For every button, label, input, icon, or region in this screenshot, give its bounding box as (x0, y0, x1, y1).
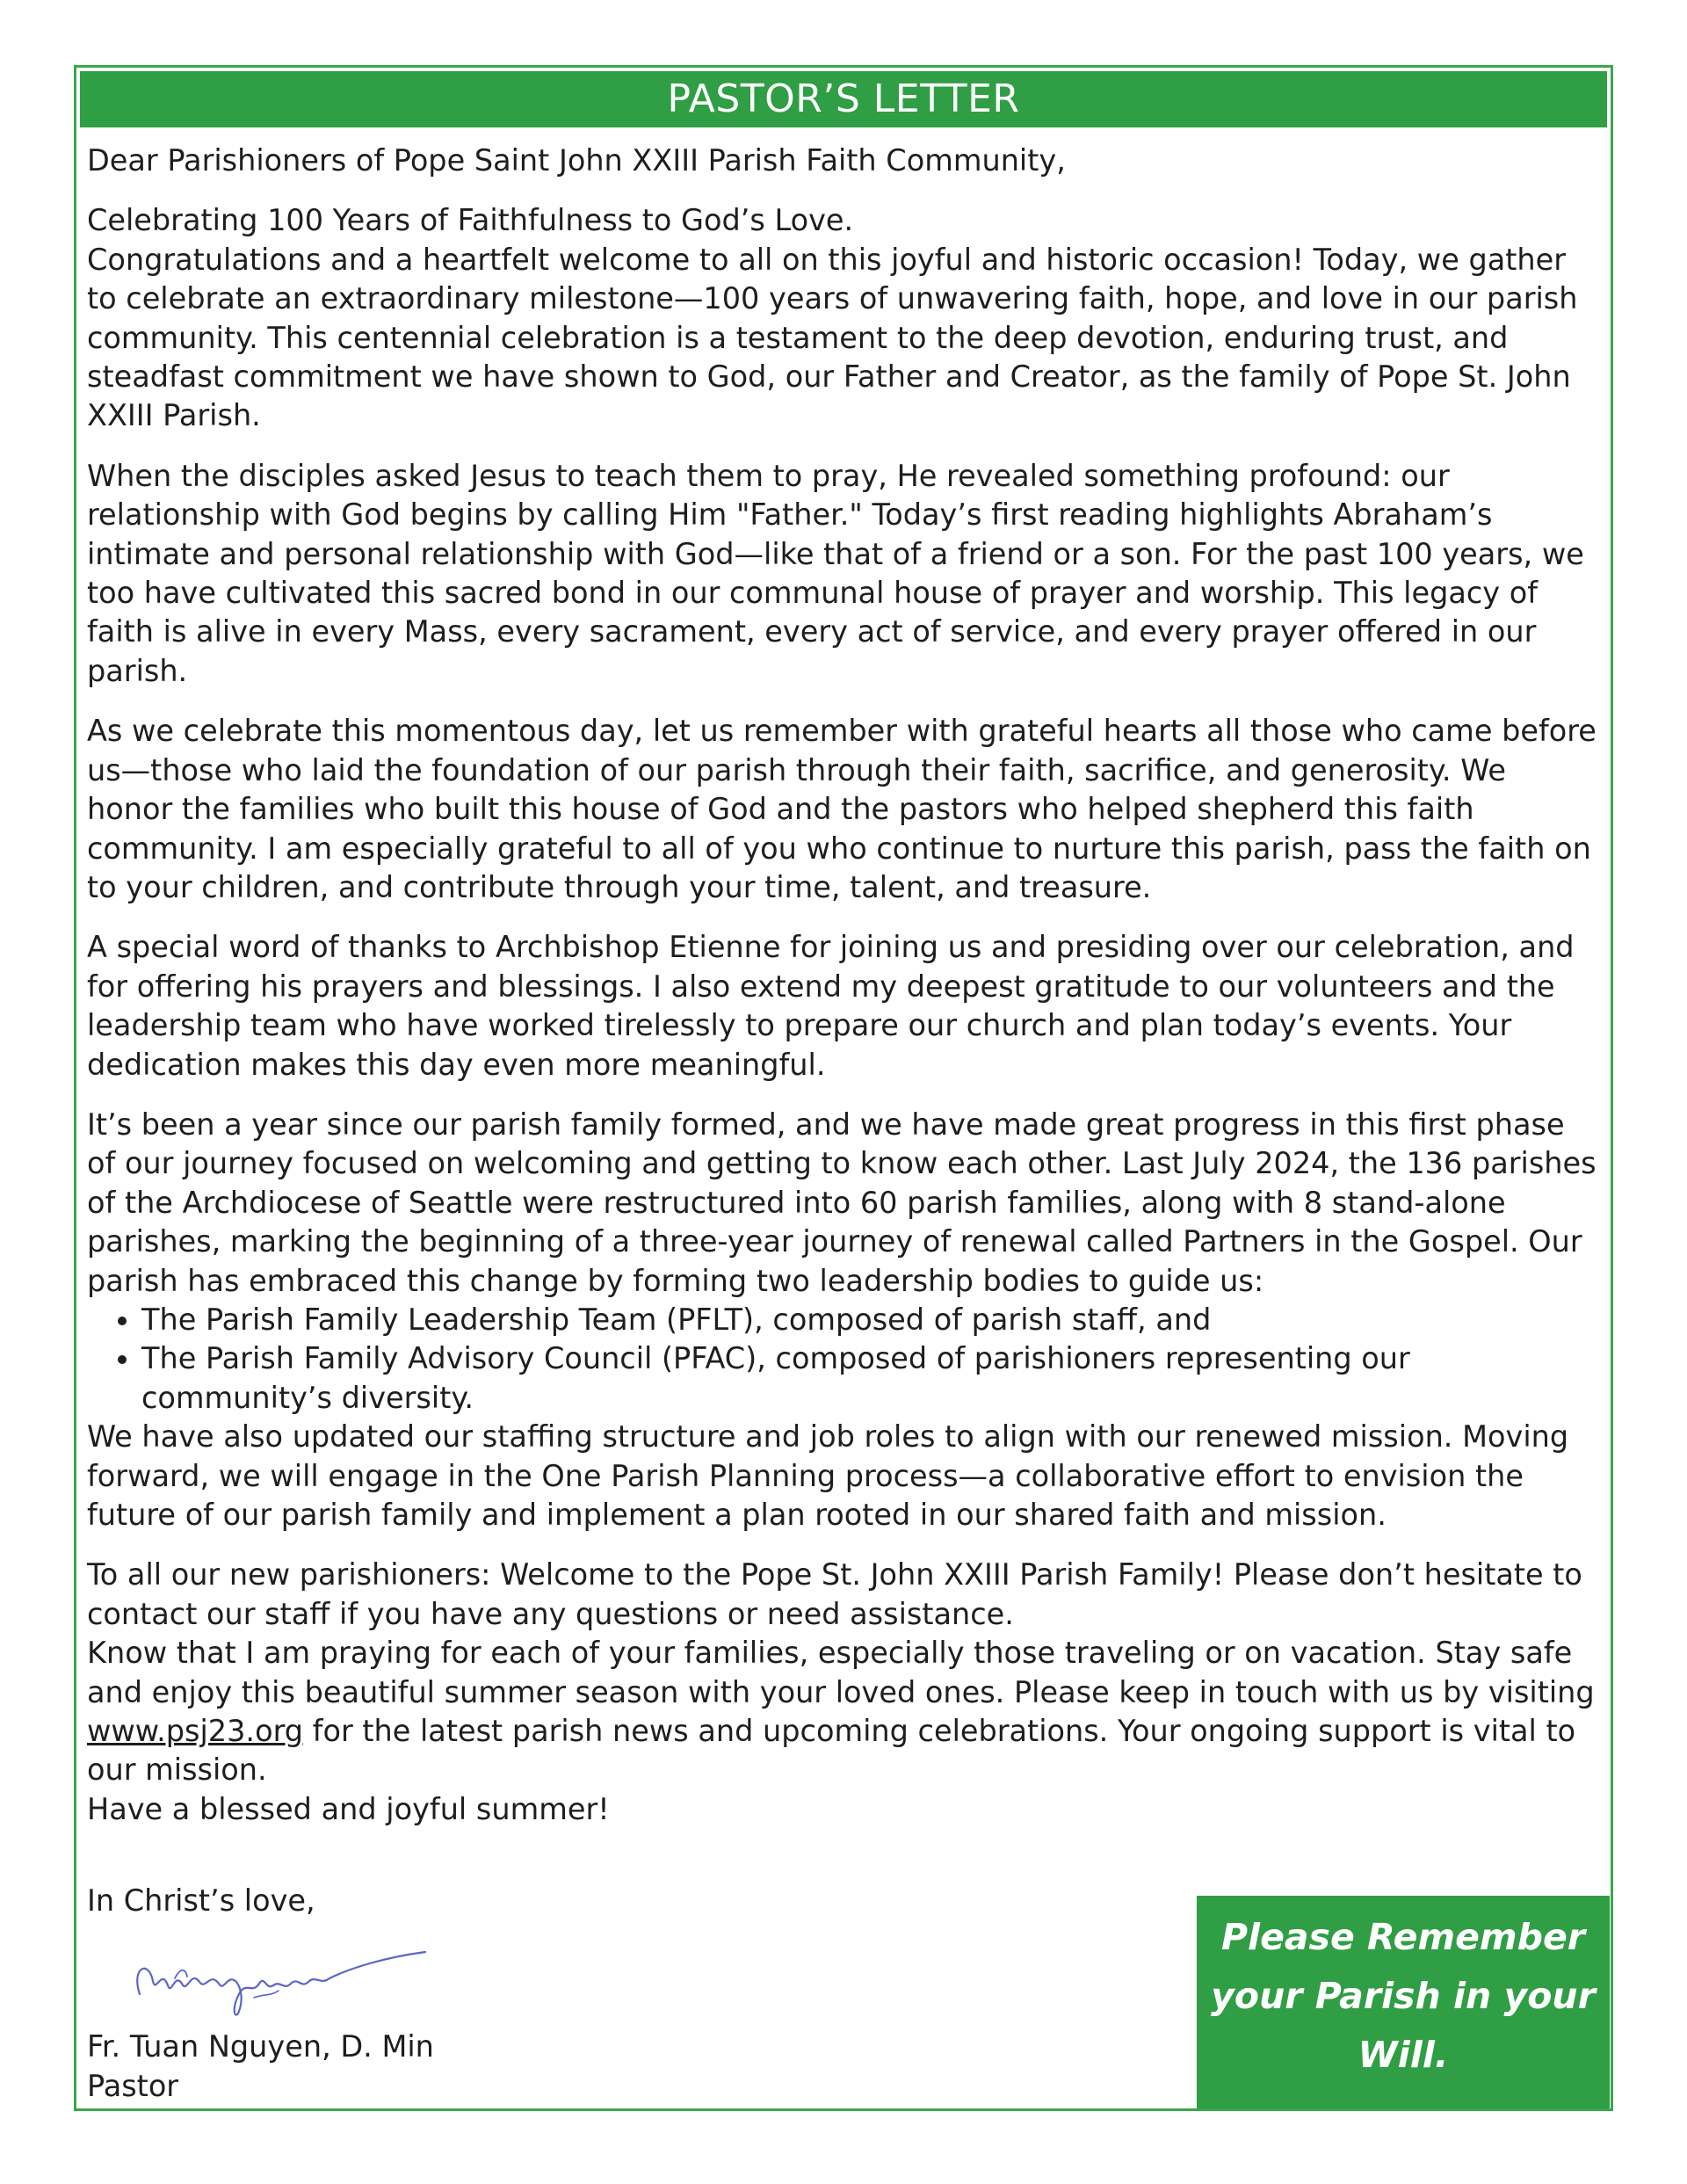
signature-block (87, 1882, 702, 2106)
paragraph-9: Have a blessed and joyful summer! (87, 1791, 610, 1826)
will-reminder-line-1: Please Remember (1220, 1916, 1586, 1958)
paragraph-6: We have also updated our staffing structure and job roles to align with our renewed mission. Moving forward, we will engage in the One Parish Planning process—a collaborative effort to envision the future of our parish family and implement a plan rooted in our shared faith and mission. (87, 1419, 1569, 1532)
valediction: In Christ’s love, (87, 1883, 315, 1918)
paragraph-3: As we celebrate this momentous day, let us remember with grateful hearts all those who came before us—those who laid the foundation of our parish through their faith, sacrifice, and generosity. We honor the families who built this house of God and the pastors who helped shepherd this faith community. I am especially grateful to all of you who continue to nurture this parish, pass the faith on to your children, and contribute through your time, talent, and treasure. (87, 714, 1596, 904)
paragraph-2: When the disciples asked Jesus to teach them to pray, He revealed something profound: our relationship with God begins by calling Him "Father." Today’s first reading highlights Abraham’s intimate and personal relationship with God—like that of a friend or a son. For the past 100 years, we too have cultivated this sacred bond in our communal house of prayer and worship. This legacy of faith is alive in every Mass, every sacrament, every act of service, and every prayer offered in our parish. (87, 458, 1584, 688)
letter-body (87, 141, 1596, 1829)
list-item: • The Parish Family Leadership Team (PFLT), composed of parish staff, and (141, 1301, 1596, 1339)
paragraph-8-text: Know that I am praying for each of your families, especially those traveling or on vacation. Stay safe and enjoy this beautiful summer season with your loved ones. Please keep in touch with us by (87, 1636, 1573, 1709)
page-title: PASTOR’S LETTER (80, 71, 1607, 127)
pastor-role: Pastor (87, 2068, 179, 2103)
paragraph-8 (87, 1634, 1596, 1790)
pastor-name: Fr. Tuan Nguyen, D. Min (87, 2029, 434, 2064)
website-link[interactable]: www.psj23.org (87, 1714, 304, 1749)
paragraph-8-after: for the latest parish news and upcoming celebrations. Your ongoing support is vital to our mission. (87, 1714, 1576, 1788)
list-item: • The Parish Family Advisory Council (PFAC), composed of parishioners representing our community’s diversity. (141, 1339, 1596, 1418)
will-reminder-box (1197, 1896, 1610, 2108)
letter-frame (74, 65, 1613, 2111)
handwritten-signature (122, 1933, 438, 2021)
letter-heading: Celebrating 100 Years of Faithfulness to God’s Love. (87, 203, 854, 238)
leadership-list (87, 1301, 1596, 1418)
salutation: Dear Parishioners of Pope Saint John XXIII Parish Faith Community, (87, 143, 1066, 178)
paragraph-4: A special word of thanks to Archbishop Etienne for joining us and presiding over our celebration, and for offering his prayers and blessings. I also extend my deepest gratitude to our volunteers and the leadership team who have worked tirelessly to prepare our church and plan today’s events. Your dedication makes this day even more meaningful. (87, 930, 1575, 1082)
paragraph-7: To all our new parishioners: Welcome to the Pope St. John XXIII Parish Family! Please don’t hesitate to contact our staff if you have any questions or need assistance. (87, 1557, 1582, 1631)
will-reminder-line-2: your Parish in your (1211, 1975, 1596, 2017)
paragraph-8-visiting: visiting (1488, 1674, 1595, 1709)
paragraph-5: It’s been a year since our parish family formed, and we have made great progress in this first phase of our journey focused on welcoming and getting to know each other. Last July 2024, the 136 parishes of the Archdiocese of Seattle were restructured into 60 parish families, along with 8 stand-alone parishes, marking the beginning of a three-year journey of renewal called Partners in the Gospel. Our parish has embraced this change by forming two leadership bodies to guide us: (87, 1107, 1596, 1298)
will-reminder-line-3: Will. (1358, 2034, 1449, 2076)
paragraph-1: Congratulations and a heartfelt welcome to all on this joyful and historic occasion! Today, we gather to celebrate an extraordinary milestone—100 years of unwavering faith, hope, and love in our parish community. This centennial celebration is a testament to the deep devotion, enduring trust, and steadfast commitment we have shown to God, our Father and Creator, as the family of Pope St. John XXIII Parish. (87, 242, 1578, 433)
